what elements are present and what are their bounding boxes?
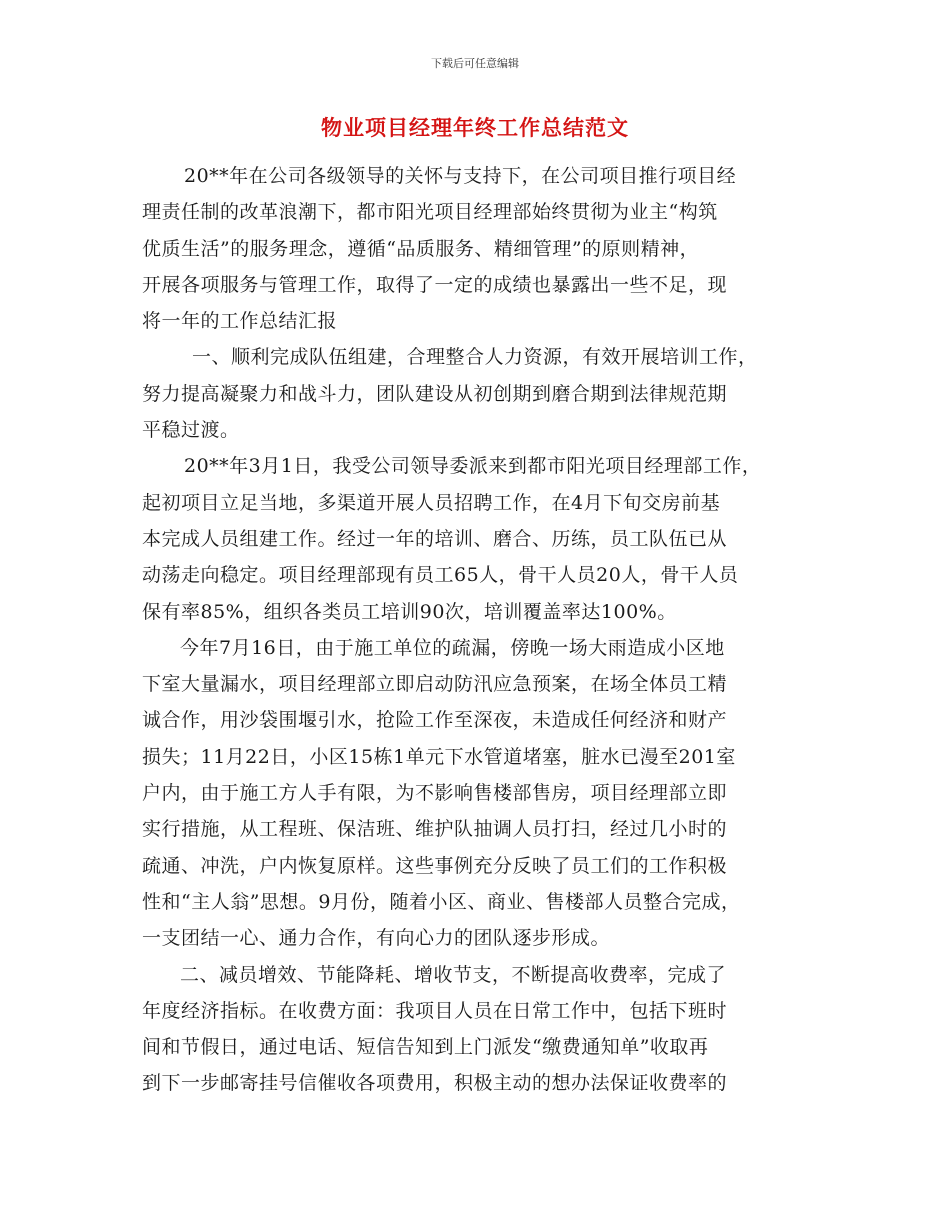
body-line: 户内，由于施工方人手有限，为不影响售楼部售房，项目经理部立即 xyxy=(142,782,728,805)
header-note: 下载后可任意编辑 xyxy=(431,57,519,70)
body-line: 努力提高凝聚力和战斗力，团队建设从初创期到磨合期到法律规范期 xyxy=(142,382,728,405)
body-line: 优质生活”的服务理念，遵循“品质服务、精细管理”的原则精神， xyxy=(142,237,700,260)
body-line: 损失；11月22日，小区15栋1单元下水管道堵塞，脏水已漫至201室 xyxy=(142,745,736,768)
body-line: 20**年在公司各级领导的关怀与支持下，在公司项目推行项目经 xyxy=(184,165,737,187)
body-line: 下室大量漏水，项目经理部立即启动防汛应急预案，在场全体员工精 xyxy=(142,673,728,696)
body-line: 保有率85%，组织各类员工培训90次，培训覆盖率达100%。 xyxy=(142,600,677,623)
body-line: 今年7月16日，由于施工单位的疏漏，傍晚一场大雨造成小区地 xyxy=(180,636,725,659)
body-line: 性和“主人翁”思想。9月份，随着小区、商业、售楼部人员整合完成， xyxy=(142,890,741,913)
body-line: 间和节假日，通过电话、短信告知到上门派发“缴费通知单”收取再 xyxy=(142,1036,709,1059)
body-line: 疏通、冲洗，户内恢复原样。这些事例充分反映了员工们的工作积极 xyxy=(142,854,728,877)
body-line: 起初项目立足当地，多渠道开展人员招聘工作，在4月下旬交房前基 xyxy=(142,491,721,514)
body-line: 本完成人员组建工作。经过一年的培训、磨合、历练，员工队伍已从 xyxy=(142,527,728,550)
body-line: 将一年的工作总结汇报 xyxy=(142,310,338,333)
body-line: 年度经济指标。在收费方面：我项目人员在日常工作中，包括下班时 xyxy=(142,999,728,1022)
body-line: 20**年3月1日，我受公司领导委派来到都市阳光项目经理部工作， xyxy=(184,455,762,478)
body-line: 动荡走向稳定。项目经理部现有员工65人，骨干人员20人，骨干人员 xyxy=(142,564,739,587)
body-line: 到下一步邮寄挂号信催收各项费用，积极主动的想办法保证收费率的 xyxy=(142,1072,728,1095)
document-title: 物业项目经理年终工作总结范文 xyxy=(321,115,629,140)
body-line: 理责任制的改革浪潮下，都市阳光项目经理部始终贯彻为业主“构筑 xyxy=(142,201,718,224)
body-line: 开展各项服务与管理工作，取得了一定的成绩也暴露出一些不足，现 xyxy=(142,273,728,296)
document-body xyxy=(142,158,822,1102)
body-line: 一、顺利完成队伍组建，合理整合人力资源，有效开展培训工作， xyxy=(192,346,758,369)
body-line: 平稳过渡。 xyxy=(142,419,240,442)
body-line: 实行措施，从工程班、保洁班、维护队抽调人员打扫，经过几小时的 xyxy=(142,818,728,841)
body-line: 一支团结一心、通力合作，有向心力的团队逐步形成。 xyxy=(142,927,611,950)
body-line: 诚合作，用沙袋围堰引水，抢险工作至深夜，未造成任何经济和财产 xyxy=(142,709,728,732)
body-line: 二、减员增效、节能降耗、增收节支，不断提高收费率，完成了 xyxy=(180,963,727,986)
